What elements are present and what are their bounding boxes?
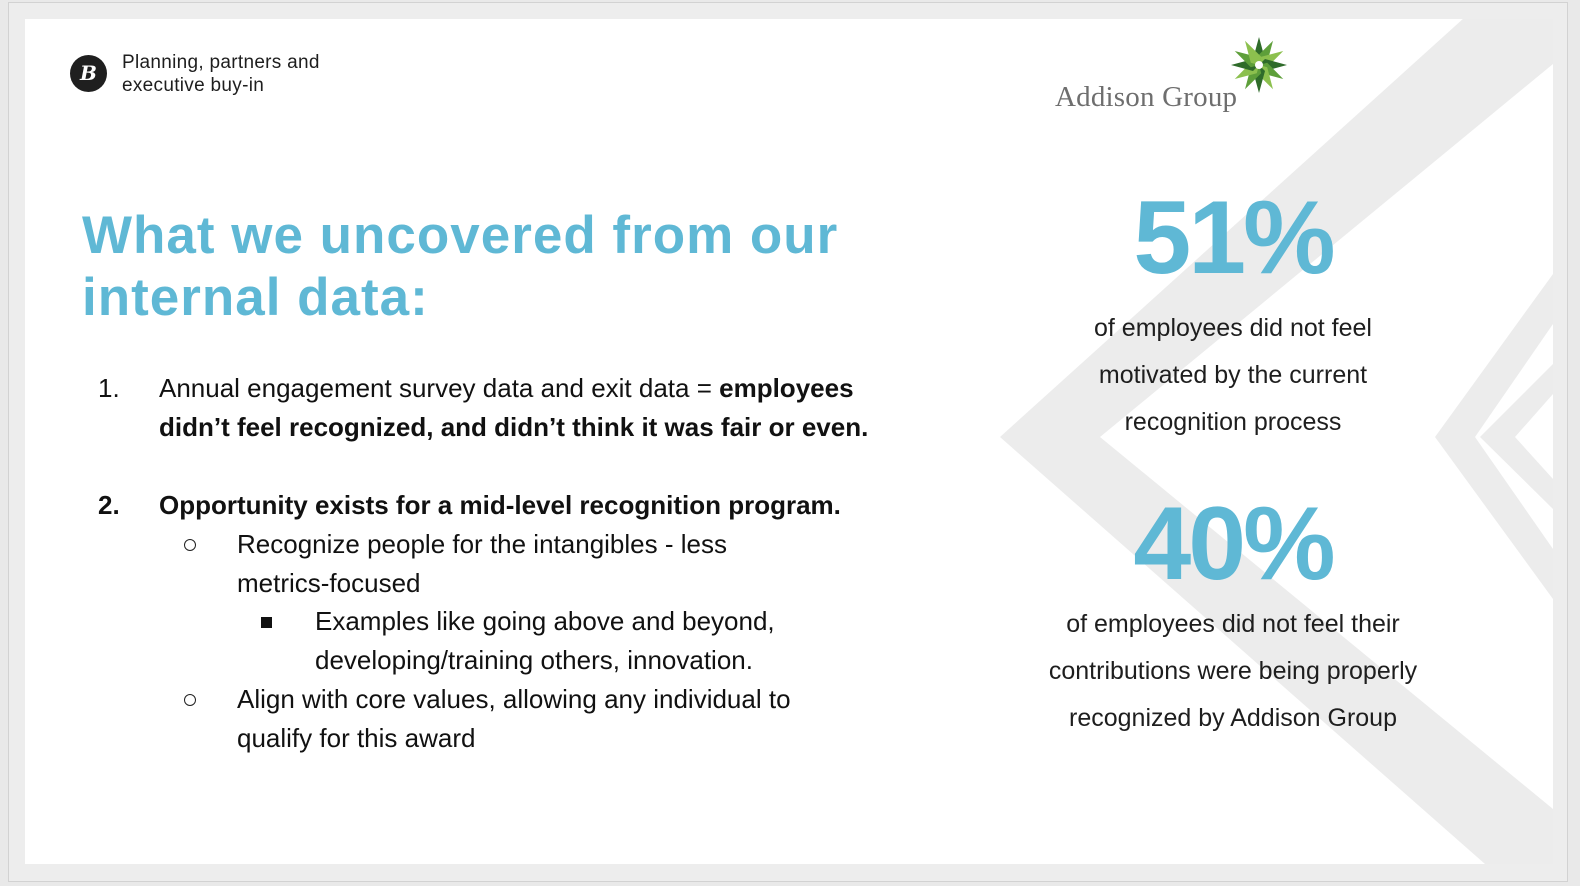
headline-line1: What we uncovered from our xyxy=(82,206,839,265)
list-number-2: 2. xyxy=(98,490,120,520)
starburst-logo-icon xyxy=(1229,35,1289,95)
stat-2-line2: contributions were being properly xyxy=(1048,657,1418,685)
stat-2-line1: of employees did not feel their xyxy=(1066,610,1400,638)
slide-headline xyxy=(82,205,942,329)
list-item-1-bold: employees xyxy=(719,373,854,403)
list-item-1-regular: Annual engagement survey data and exit data = xyxy=(159,373,720,403)
sub-item-1-line2: metrics-focused xyxy=(237,568,421,598)
square-bullet-icon xyxy=(261,617,272,628)
stat-value-1: 51% xyxy=(1133,180,1333,296)
slide-canvas xyxy=(25,19,1553,864)
section-title xyxy=(122,51,402,97)
section-title-line2: executive buy-in xyxy=(122,75,265,96)
company-logo-text: Addison Group xyxy=(1055,81,1238,113)
section-title-line1: Planning, partners and xyxy=(122,52,320,73)
circle-bullet-icon xyxy=(184,539,196,551)
stat-1-line3: recognition process xyxy=(1124,408,1342,436)
stat-description-2 xyxy=(1013,601,1453,742)
sub-sub-item-line1: Examples like going above and beyond, xyxy=(315,606,775,636)
stat-1-line1: of employees did not feel xyxy=(1094,314,1372,342)
sub-sub-item-line2: developing/training others, innovation. xyxy=(315,645,753,675)
stat-value-2: 40% xyxy=(1133,486,1333,602)
stat-1-line2: motivated by the current xyxy=(1098,361,1368,389)
circle-bullet-icon xyxy=(184,694,196,706)
list-item-1-line1 xyxy=(159,369,854,408)
stat-description-1 xyxy=(1013,305,1453,446)
list-item-1-line2: didn’t feel recognized, and didn’t think it was fair or even. xyxy=(159,412,869,442)
headline-line2: internal data: xyxy=(82,268,429,327)
slide-frame xyxy=(8,2,1568,882)
list-item-2-text: Opportunity exists for a mid-level recognition program. xyxy=(159,490,841,520)
sub-item-2-line2: qualify for this award xyxy=(237,723,476,753)
stat-2-line3: recognized by Addison Group xyxy=(1069,704,1397,732)
sub-item-1-line1: Recognize people for the intangibles - less xyxy=(237,529,727,559)
list-number-1: 1. xyxy=(98,373,120,403)
sub-item-2-line1: Align with core values, allowing any individual to xyxy=(237,684,791,714)
brand-logo-badge: B xyxy=(70,55,107,92)
